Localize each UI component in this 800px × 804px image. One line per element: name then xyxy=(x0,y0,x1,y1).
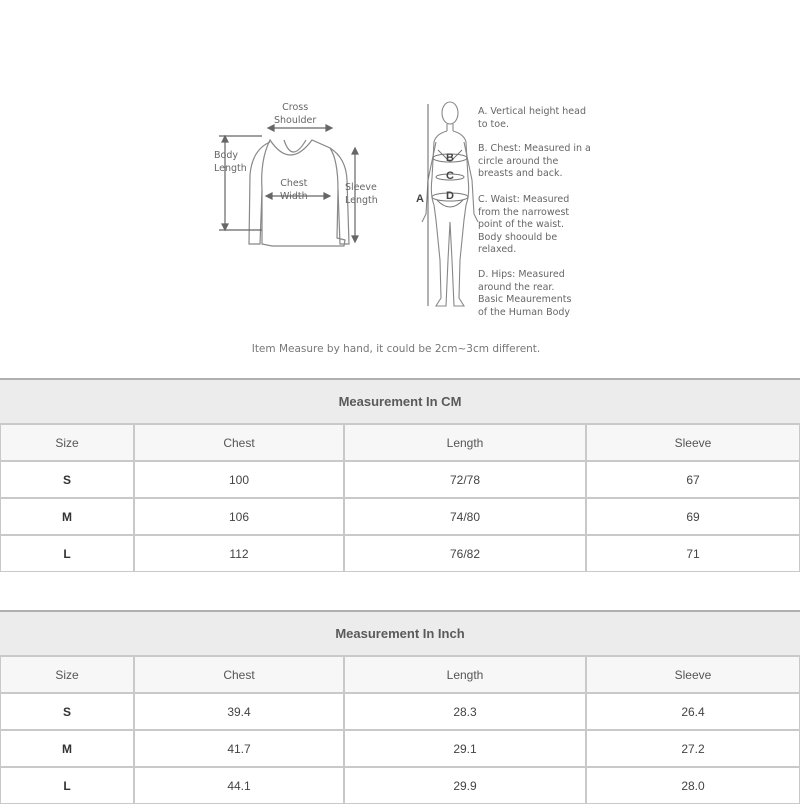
length-cell: 29.1 xyxy=(344,730,586,767)
table-header-row xyxy=(0,424,800,461)
size-cell: S xyxy=(0,693,134,730)
table-title: Measurement In CM xyxy=(0,378,800,424)
column-header: Chest xyxy=(134,424,344,461)
sleeve-cell: 71 xyxy=(586,535,800,572)
cross-shoulder-label: Cross Shoulder xyxy=(274,102,317,126)
sleeve-cell: 67 xyxy=(586,461,800,498)
size-cell: M xyxy=(0,730,134,767)
table-row xyxy=(0,498,800,535)
sleeve-cell: 28.0 xyxy=(586,767,800,804)
column-header: Sleeve xyxy=(586,656,800,693)
note-b: B. Chest: Measured in a circle around the breasts and back. xyxy=(478,143,591,179)
size-cell: L xyxy=(0,535,134,572)
chest-width-label: Chest Width xyxy=(280,178,308,202)
measure-note: Item Measure by hand, it could be 2cm~3cm different. xyxy=(251,343,541,355)
length-cell: 74/80 xyxy=(344,498,586,535)
table-row xyxy=(0,730,800,767)
note-a: A. Vertical height head to toe. xyxy=(478,106,586,130)
size-cell: L xyxy=(0,767,134,804)
table-row xyxy=(0,461,800,498)
chest-cell: 41.7 xyxy=(134,730,344,767)
chest-cell: 39.4 xyxy=(134,693,344,730)
sleeve-cell: 27.2 xyxy=(586,730,800,767)
length-cell: 76/82 xyxy=(344,535,586,572)
table-row xyxy=(0,693,800,730)
chest-cell: 44.1 xyxy=(134,767,344,804)
length-cell: 29.9 xyxy=(344,767,586,804)
chest-cell: 100 xyxy=(134,461,344,498)
letter-b: B xyxy=(446,152,454,164)
size-diagram xyxy=(0,0,800,375)
size-cell: M xyxy=(0,498,134,535)
sleeve-cell: 69 xyxy=(586,498,800,535)
length-cell: 72/78 xyxy=(344,461,586,498)
note-c: C. Waist: Measured from the narrowest point of the waist. Body shoould be relaxed. xyxy=(478,194,570,255)
table-row xyxy=(0,767,800,804)
column-header: Length xyxy=(344,656,586,693)
chest-cell: 112 xyxy=(134,535,344,572)
letter-a: A xyxy=(416,193,424,205)
column-header: Sleeve xyxy=(586,424,800,461)
measurement-table-inch xyxy=(0,610,800,804)
length-cell: 28.3 xyxy=(344,693,586,730)
column-header: Size xyxy=(0,424,134,461)
table-header-row xyxy=(0,656,800,693)
chest-cell: 106 xyxy=(134,498,344,535)
sleeve-cell: 26.4 xyxy=(586,693,800,730)
table-row xyxy=(0,535,800,572)
column-header: Chest xyxy=(134,656,344,693)
body-length-label: Body Length xyxy=(214,150,247,174)
letter-d: D xyxy=(446,190,454,202)
body-figure-illustration xyxy=(0,0,800,340)
letter-c: C xyxy=(446,170,454,182)
note-d: D. Hips: Measured around the rear. Basic Meaurements of the Human Body xyxy=(478,269,572,318)
column-header: Size xyxy=(0,656,134,693)
table-title: Measurement In Inch xyxy=(0,610,800,656)
size-cell: S xyxy=(0,461,134,498)
measurement-table-cm xyxy=(0,378,800,572)
sleeve-length-label: Sleeve Length xyxy=(345,182,378,206)
column-header: Length xyxy=(344,424,586,461)
